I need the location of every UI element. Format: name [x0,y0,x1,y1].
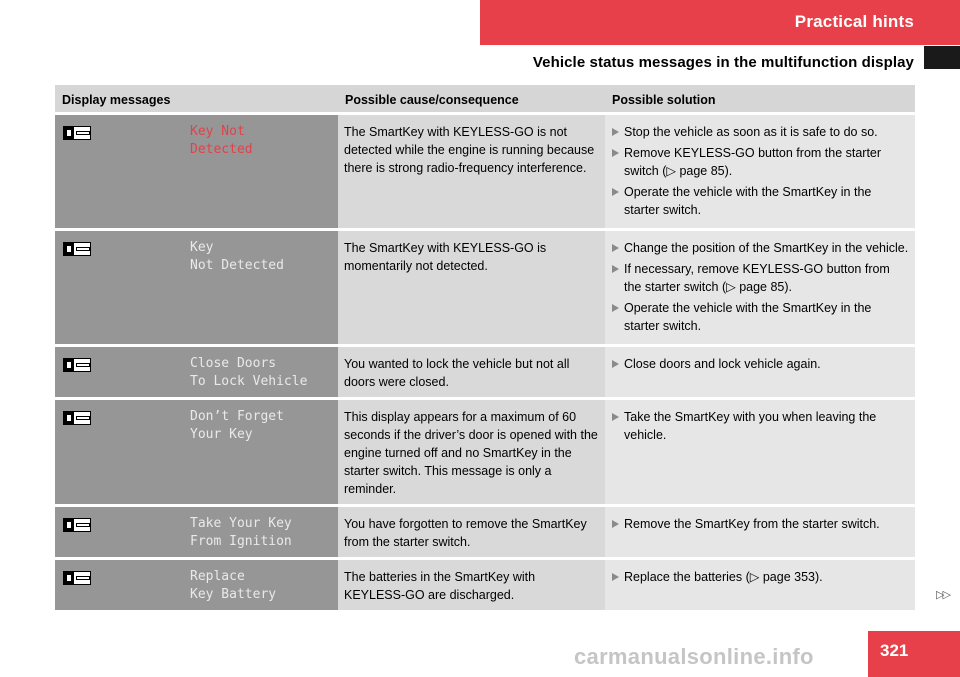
display-message-line: From Ignition [190,534,292,549]
solution-item: Take the SmartKey with you when leaving the vehicle. [611,408,909,444]
display-message-line: Detected [190,142,253,157]
watermark: carmanualsonline.info [574,644,814,669]
possible-solution-cell [605,115,915,228]
display-message-cell [55,231,338,344]
key-card-icon [63,126,91,140]
column-header-solution: Possible solution [605,85,915,112]
possible-cause-cell: The SmartKey with KEYLESS-GO is momentarily not detected. [338,231,605,344]
solution-list [611,408,909,444]
display-message-line: Close Doors [190,356,277,371]
display-message-line: Key Battery [190,587,277,602]
solution-item: Operate the vehicle with the SmartKey in the starter switch. [611,183,909,219]
key-card-icon [63,411,91,425]
display-message-cell [55,507,338,557]
key-card-icon [63,571,91,585]
possible-cause-cell: The batteries in the SmartKey with KEYLESS-GO are discharged. [338,560,605,610]
corner-marker [924,46,960,69]
possible-cause-cell: You wanted to lock the vehicle but not all doors were closed. [338,347,605,397]
display-message-cell [55,347,338,397]
display-message-line: Your Key [190,427,253,442]
solution-item: Change the position of the SmartKey in the vehicle. [611,239,909,257]
solution-item: If necessary, remove KEYLESS-GO button from the starter switch (▷ page 85). [611,260,909,296]
table-row [55,507,915,557]
key-card-icon [63,242,91,256]
status-messages-table [55,82,915,613]
key-card-icon [63,518,91,532]
display-message-cell [55,560,338,610]
column-header-display: Display messages [55,85,338,112]
possible-cause-cell: You have forgotten to remove the SmartKey from the starter switch. [338,507,605,557]
table-row [55,115,915,228]
key-card-icon [63,358,91,372]
page-number-tab [868,631,960,677]
display-message-line: Key [190,240,214,255]
table-row [55,400,915,504]
possible-solution-cell [605,560,915,610]
solution-item: Close doors and lock vehicle again. [611,355,909,373]
display-message-line: Take Your Key [190,516,292,531]
display-message-line: Not Detected [190,258,284,273]
display-message-text [190,355,332,391]
solution-list [611,123,909,219]
solution-list [611,568,909,586]
solution-item: Replace the batteries (▷ page 353). [611,568,909,586]
display-message-text [190,408,332,444]
table-header-row [55,85,915,112]
possible-solution-cell [605,507,915,557]
possible-solution-cell [605,231,915,344]
possible-solution-cell [605,400,915,504]
display-message-cell [55,115,338,228]
display-message-text [190,515,332,551]
table-row [55,560,915,610]
double-arrow-icon: ▷▷ [936,589,949,601]
table-row [55,347,915,397]
column-header-cause: Possible cause/consequence [338,85,605,112]
solution-item: Remove the SmartKey from the starter switch. [611,515,909,533]
display-message-text [190,239,332,275]
display-message-text [190,123,332,159]
display-message-text [190,568,332,604]
display-message-line: Don’t Forget [190,409,284,424]
solution-item: Stop the vehicle as soon as it is safe to do so. [611,123,909,141]
section-title: Vehicle status messages in the multifunction display [532,54,914,71]
display-message-line: Replace [190,569,245,584]
solution-list [611,355,909,373]
solution-item: Operate the vehicle with the SmartKey in the starter switch. [611,299,909,335]
solution-list [611,239,909,335]
possible-solution-cell [605,347,915,397]
table-row [55,231,915,344]
page-number: 321 [880,641,909,660]
display-message-line: Key Not [190,124,245,139]
display-message-cell [55,400,338,504]
solution-list [611,515,909,533]
display-message-line: To Lock Vehicle [190,374,308,389]
solution-item: Remove KEYLESS-GO button from the starter switch (▷ page 85). [611,144,909,180]
possible-cause-cell: The SmartKey with KEYLESS-GO is not detected while the engine is running because there is strong radio-frequency interference. [338,115,605,228]
chapter-tab [480,0,960,45]
possible-cause-cell: This display appears for a maximum of 60 seconds if the driver’s door is opened with the engine turned off and no SmartKey in the starter switch. This message is only a reminder. [338,400,605,504]
chapter-title: Practical hints [794,12,914,31]
